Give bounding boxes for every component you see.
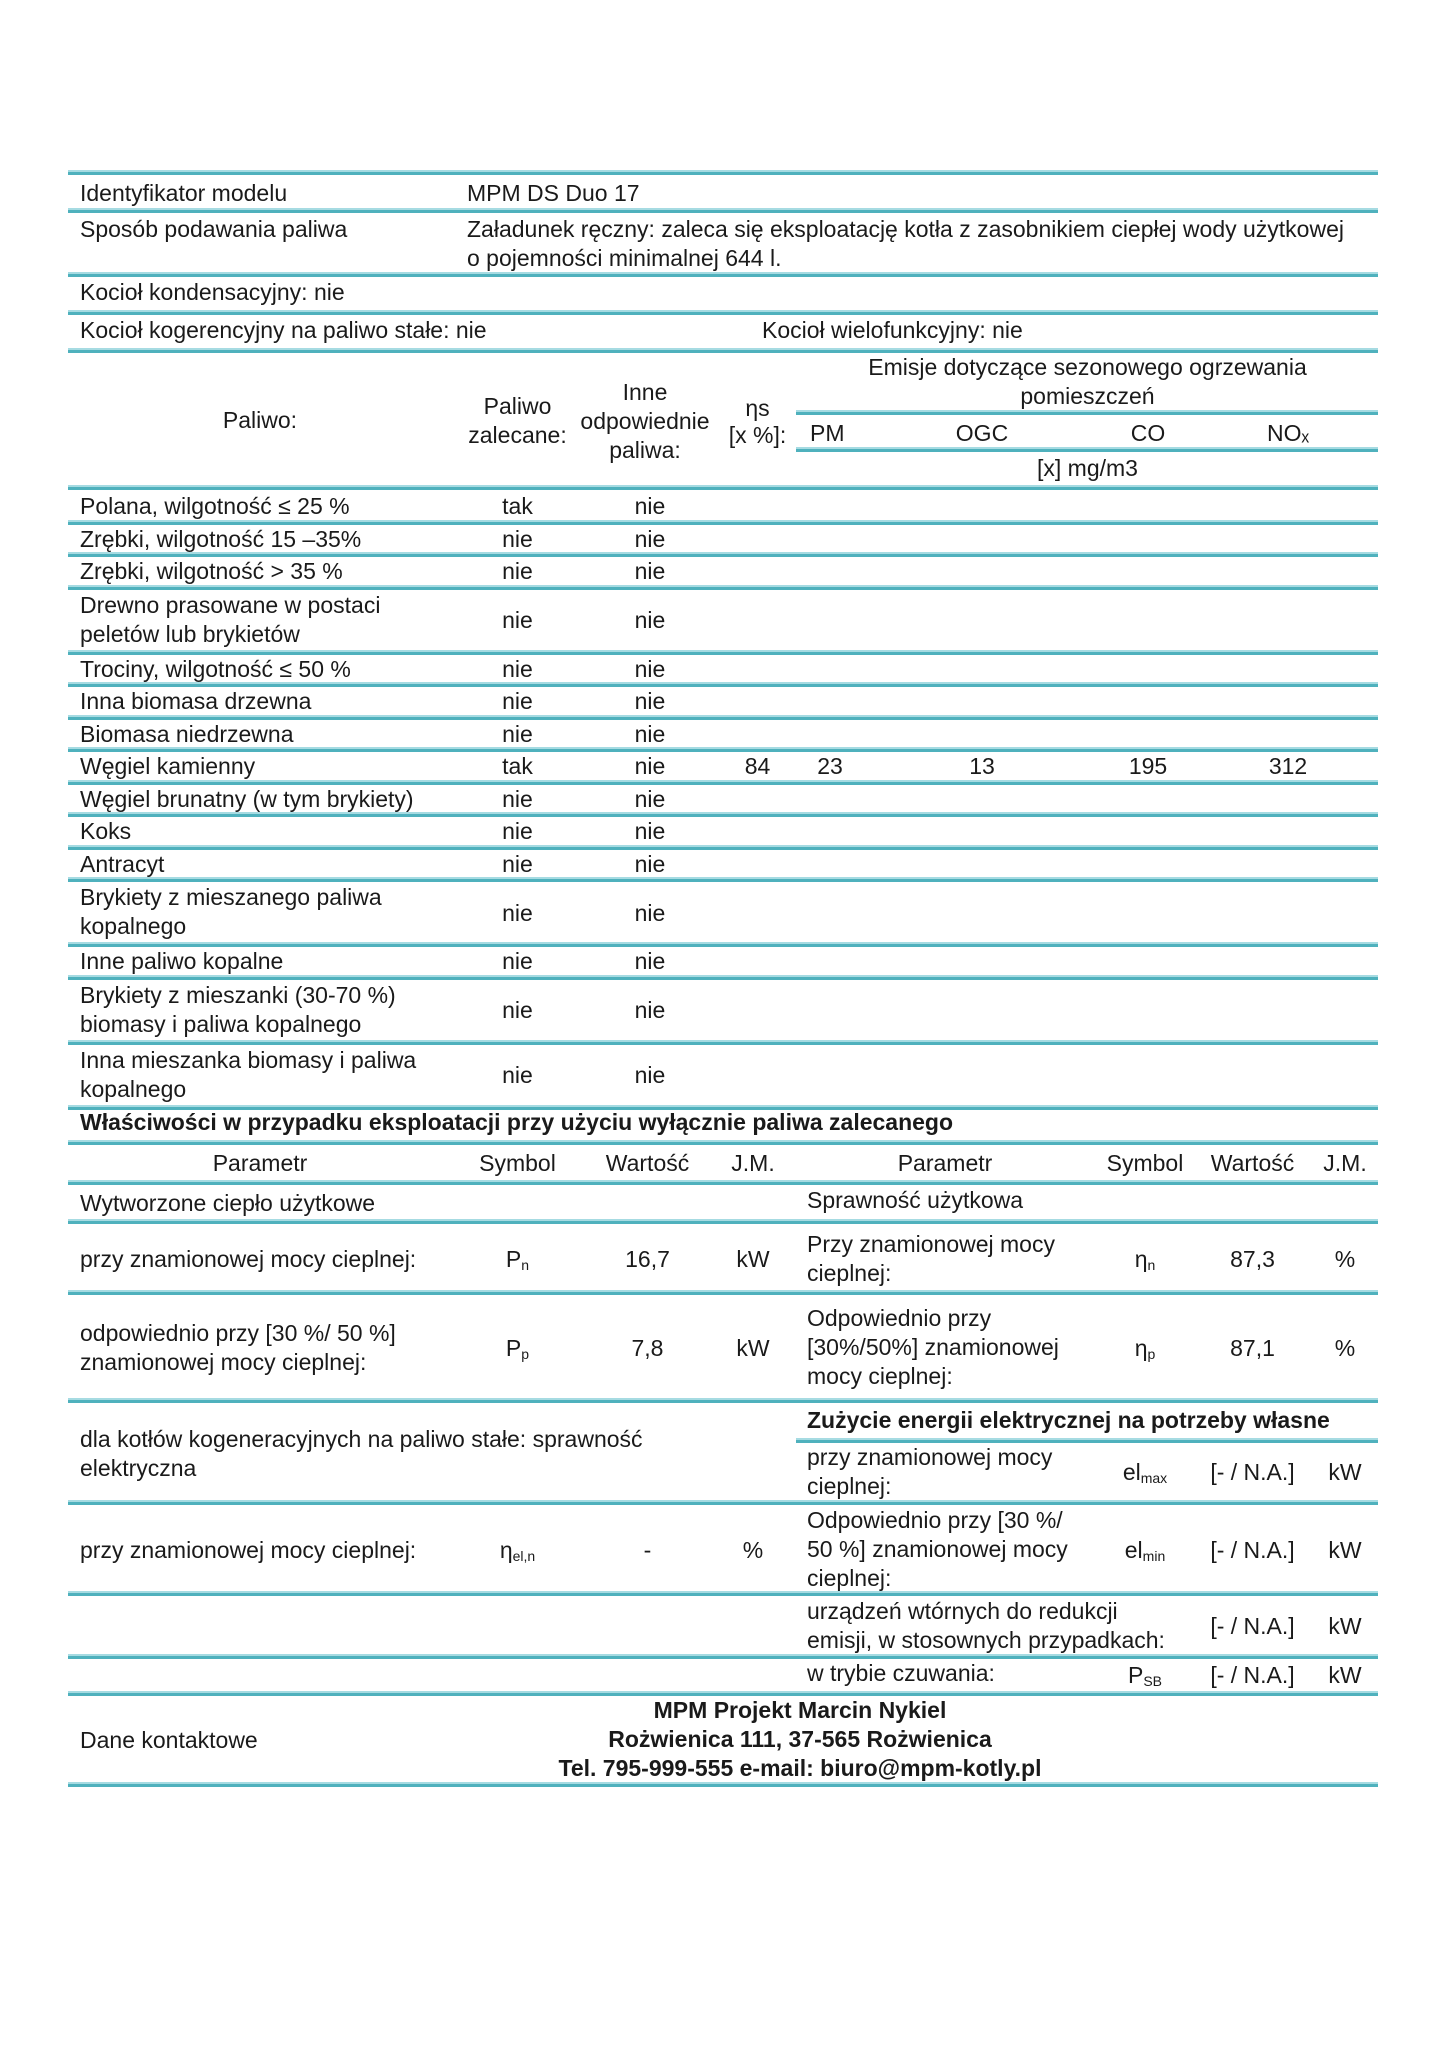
- elmin-l2: 50 %] znamionowej mocy: [807, 1536, 1068, 1562]
- header-eta-l2: [x %]:: [728, 422, 787, 448]
- elmax-l1: przy znamionowej mocy: [807, 1444, 1053, 1470]
- right-partial-value: 87,1: [1230, 1335, 1275, 1361]
- left-nominal-symbol: $P_n$: [505, 1246, 530, 1273]
- fuel-cell-other: nie: [634, 850, 666, 877]
- left-partial-l1: odpowiednio przy [30 %/ 50 %]: [80, 1320, 396, 1346]
- fuel-cell-rec: nie: [502, 720, 533, 747]
- col-symbol-left: Symbol: [479, 1150, 556, 1176]
- rule: [796, 410, 1378, 415]
- fuel-cell-rec: nie: [502, 948, 533, 975]
- fuel-cell-rec: nie: [502, 899, 533, 926]
- fuel-cell-other: nie: [634, 558, 666, 585]
- rule: [68, 1180, 1378, 1185]
- header-pm: PM: [810, 420, 845, 446]
- rule: [68, 812, 1378, 817]
- standby-symbol: $P_{SB}$: [1127, 1662, 1163, 1689]
- rule: [68, 208, 1378, 213]
- fuel-cell-rec: nie: [502, 818, 533, 845]
- fuel-name: Zrębki, wilgotność 15 –35%: [80, 525, 362, 552]
- rule: [796, 447, 1378, 452]
- rule: [68, 170, 1378, 175]
- fuel-name-line2: kopalnego: [80, 1075, 187, 1102]
- contact-company: MPM Projekt Marcin Nykiel: [653, 1697, 947, 1723]
- fuel-cell-ogc: 13: [969, 753, 995, 780]
- fuel-cell-nox: 312: [1268, 753, 1308, 780]
- fuel-name: Inne paliwo kopalne: [80, 948, 284, 975]
- right-partial-unit: %: [1334, 1335, 1356, 1361]
- fuel-cell-other: nie: [634, 948, 666, 975]
- cogeneration-boiler: Kocioł kogerencyjny na paliwo stałe: nie: [80, 317, 487, 343]
- fuel-cell-other: nie: [634, 818, 666, 845]
- fuel-cell-other: nie: [634, 785, 666, 812]
- fuel-cell-rec: tak: [502, 493, 533, 520]
- header-recommended-l1: Paliwo: [483, 393, 552, 419]
- col-parametr-right: Parametr: [897, 1150, 993, 1176]
- left-nominal-label: przy znamionowej mocy cieplnej:: [80, 1246, 417, 1272]
- fuel-name: Biomasa niedrzewna: [80, 720, 294, 747]
- fuel-name: Koks: [80, 818, 132, 845]
- secondary-value: [- / N.A.]: [1210, 1613, 1295, 1639]
- elmin-l1: Odpowiednio przy [30 %/: [807, 1507, 1063, 1533]
- col-unit-left: J.M.: [731, 1150, 775, 1176]
- fuel-cell-rec: nie: [502, 1062, 533, 1088]
- fuel-cell-eta: 84: [744, 753, 771, 780]
- right-partial-symbol: $\eta_p$: [1134, 1335, 1156, 1362]
- right-nominal-symbol: $\eta_n$: [1134, 1246, 1156, 1273]
- right-nominal-unit: %: [1334, 1246, 1356, 1272]
- rule: [68, 1500, 1378, 1505]
- fuel-cell-co: 195: [1128, 753, 1168, 780]
- feed-value-line1: Załadunek ręczny: zaleca się eksploatację kotła z zasobnikiem ciepłej wody użytkowej: [467, 216, 1344, 242]
- fuel-name: Trociny, wilgotność ≤ 50 %: [80, 655, 351, 682]
- fuel-cell-rec: nie: [502, 850, 533, 877]
- fuel-name: Antracyt: [80, 850, 165, 877]
- elmax-symbol: $el_{max}$: [1122, 1459, 1168, 1486]
- header-recommended-l2: zalecane:: [468, 422, 567, 448]
- cogen-l1: dla kotłów kogeneracyjnych na paliwo stałe: sprawność: [80, 1426, 643, 1452]
- rule: [68, 1290, 1378, 1295]
- col-symbol-right: Symbol: [1106, 1150, 1184, 1176]
- fuel-cell-rec: nie: [502, 655, 533, 682]
- fuel-cell-other: nie: [634, 493, 666, 520]
- header-emissions-l1: Emisje dotyczące sezonowego ogrzewania: [868, 354, 1307, 380]
- el-unit: %: [742, 1537, 764, 1563]
- el-symbol: $\eta_{el,n}$: [499, 1537, 536, 1564]
- right-partial-l1: Odpowiednio przy: [807, 1305, 992, 1331]
- fuel-cell-rec: nie: [502, 997, 533, 1023]
- model-id-value: MPM DS Duo 17: [467, 180, 640, 206]
- col-unit-right: J.M.: [1323, 1150, 1367, 1176]
- rule: [68, 485, 1378, 490]
- standby-label: w trybie czuwania:: [807, 1660, 995, 1686]
- left-partial-value: 7,8: [631, 1335, 664, 1361]
- cogen-l2: elektryczna: [80, 1455, 197, 1481]
- fuel-cell-other: nie: [634, 720, 666, 747]
- header-fuel: Paliwo:: [222, 407, 298, 433]
- fuel-name: Inna biomasa drzewna: [80, 688, 312, 715]
- standby-unit: kW: [1328, 1662, 1362, 1688]
- secondary-l2: emisji, w stosownych przypadkach:: [807, 1627, 1165, 1653]
- right-nominal-l2: cieplnej:: [807, 1260, 892, 1286]
- contact-address: Rożwienica 111, 37-565 Rożwienica: [608, 1726, 992, 1752]
- header-other-l3: paliwa:: [609, 437, 681, 463]
- left-partial-unit: kW: [736, 1335, 770, 1361]
- rule: [68, 1219, 1378, 1224]
- right-partial-l2: [30%/50%] znamionowej: [807, 1334, 1059, 1360]
- rule: [68, 1140, 1378, 1145]
- fuel-name: Zrębki, wilgotność > 35 %: [80, 558, 343, 585]
- elec-heading: Zużycie energii elektrycznej na potrzeby własne: [807, 1407, 1330, 1433]
- el-label: przy znamionowej mocy cieplnej:: [80, 1537, 417, 1563]
- elmax-unit: kW: [1328, 1459, 1362, 1485]
- fuel-name: Brykiety z mieszanego paliwa: [80, 884, 382, 910]
- secondary-l1: urządzeń wtórnych do redukcji: [807, 1598, 1118, 1624]
- fuel-cell-rec: nie: [502, 558, 533, 585]
- header-unit: [x] mg/m3: [1037, 455, 1138, 481]
- header-eta-l1: ηs: [745, 395, 770, 421]
- rule: [68, 1398, 1378, 1403]
- contact-label: Dane kontaktowe: [80, 1727, 258, 1753]
- rule: [68, 1782, 1378, 1787]
- header-other-l1: Inne: [622, 379, 668, 405]
- feed-value-line2: o pojemności minimalnej 644 l.: [467, 245, 782, 271]
- fuel-cell-rec: nie: [502, 688, 533, 715]
- header-co: CO: [1130, 420, 1166, 446]
- left-partial-l2: znamionowej mocy cieplnej:: [80, 1349, 367, 1375]
- fuel-cell-other: nie: [634, 899, 666, 926]
- right-nominal-value: 87,3: [1230, 1246, 1275, 1272]
- model-id-label: Identyfikator modelu: [80, 180, 288, 206]
- left-nominal-value: 16,7: [625, 1246, 670, 1272]
- col-parametr-left: Parametr: [212, 1150, 308, 1176]
- fuel-name-line2: peletów lub brykietów: [80, 620, 300, 647]
- rule: [68, 845, 1378, 850]
- col-value-left: Wartość: [605, 1150, 690, 1176]
- col-value-right: Wartość: [1210, 1150, 1295, 1176]
- rule: [68, 1654, 1378, 1659]
- eff-heading: Sprawność użytkowa: [807, 1187, 1024, 1213]
- fuel-cell-other: nie: [634, 997, 666, 1023]
- secondary-unit: kW: [1328, 1613, 1362, 1639]
- left-partial-symbol: $P_p$: [505, 1335, 530, 1362]
- header-ogc: OGC: [955, 420, 1009, 446]
- elmin-unit: kW: [1328, 1537, 1362, 1563]
- fuel-cell-other: nie: [634, 607, 666, 633]
- elmin-l3: cieplnej:: [807, 1565, 892, 1591]
- properties-title: Właściwości w przypadku eksploatacji przy użyciu wyłącznie paliwa zalecanego: [80, 1109, 954, 1135]
- elmin-symbol: $el_{min}$: [1124, 1537, 1166, 1564]
- fuel-cell-rec: nie: [502, 525, 533, 552]
- feed-label: Sposób podawania paliwa: [80, 216, 348, 242]
- fuel-cell-other: nie: [634, 525, 666, 552]
- el-value: -: [643, 1537, 652, 1563]
- rule: [68, 1591, 1378, 1596]
- standby-value: [- / N.A.]: [1210, 1662, 1295, 1688]
- left-nominal-unit: kW: [736, 1246, 770, 1272]
- fuel-cell-other: nie: [634, 1062, 666, 1088]
- right-nominal-l1: Przy znamionowej mocy: [807, 1231, 1055, 1257]
- fuel-name: Drewno prasowane w postaci: [80, 591, 381, 618]
- fuel-name: Polana, wilgotność ≤ 25 %: [80, 493, 350, 520]
- fuel-cell-pm: 23: [817, 753, 843, 780]
- condensing-boiler: Kocioł kondensacyjny: nie: [80, 279, 345, 305]
- right-partial-l3: mocy cieplnej:: [807, 1363, 953, 1389]
- heat-heading: Wytworzone ciepło użytkowe: [80, 1190, 376, 1216]
- fuel-name: Brykiety z mieszanki (30-70 %): [80, 981, 396, 1008]
- fuel-name-line2: kopalnego: [80, 913, 187, 939]
- fuel-name: Węgiel kamienny: [80, 753, 256, 780]
- fuel-cell-other: nie: [634, 688, 666, 715]
- contact-phone-email: Tel. 795-999-555 e-mail: biuro@mpm-kotly.pl: [558, 1755, 1042, 1781]
- fuel-cell-other: nie: [634, 753, 666, 780]
- fuel-name: Węgiel brunatny (w tym brykiety): [80, 785, 414, 812]
- fuel-cell-rec: tak: [502, 753, 533, 780]
- elmin-value: [- / N.A.]: [1210, 1537, 1295, 1563]
- elmax-l2: cieplnej:: [807, 1473, 892, 1499]
- header-emissions-l2: pomieszczeń: [1020, 383, 1155, 409]
- fuel-cell-other: nie: [634, 655, 666, 682]
- fuel-cell-rec: nie: [502, 785, 533, 812]
- fuel-cell-rec: nie: [502, 607, 533, 633]
- elmax-value: [- / N.A.]: [1210, 1459, 1295, 1485]
- header-other-l2: odpowiednie: [580, 408, 710, 434]
- fuel-name: Inna mieszanka biomasy i paliwa: [80, 1046, 417, 1073]
- fuel-name-line2: biomasy i paliwa kopalnego: [80, 1010, 362, 1037]
- header-nox: NOₓ: [1266, 420, 1310, 446]
- multifunction-boiler: Kocioł wielofunkcyjny: nie: [762, 317, 1023, 343]
